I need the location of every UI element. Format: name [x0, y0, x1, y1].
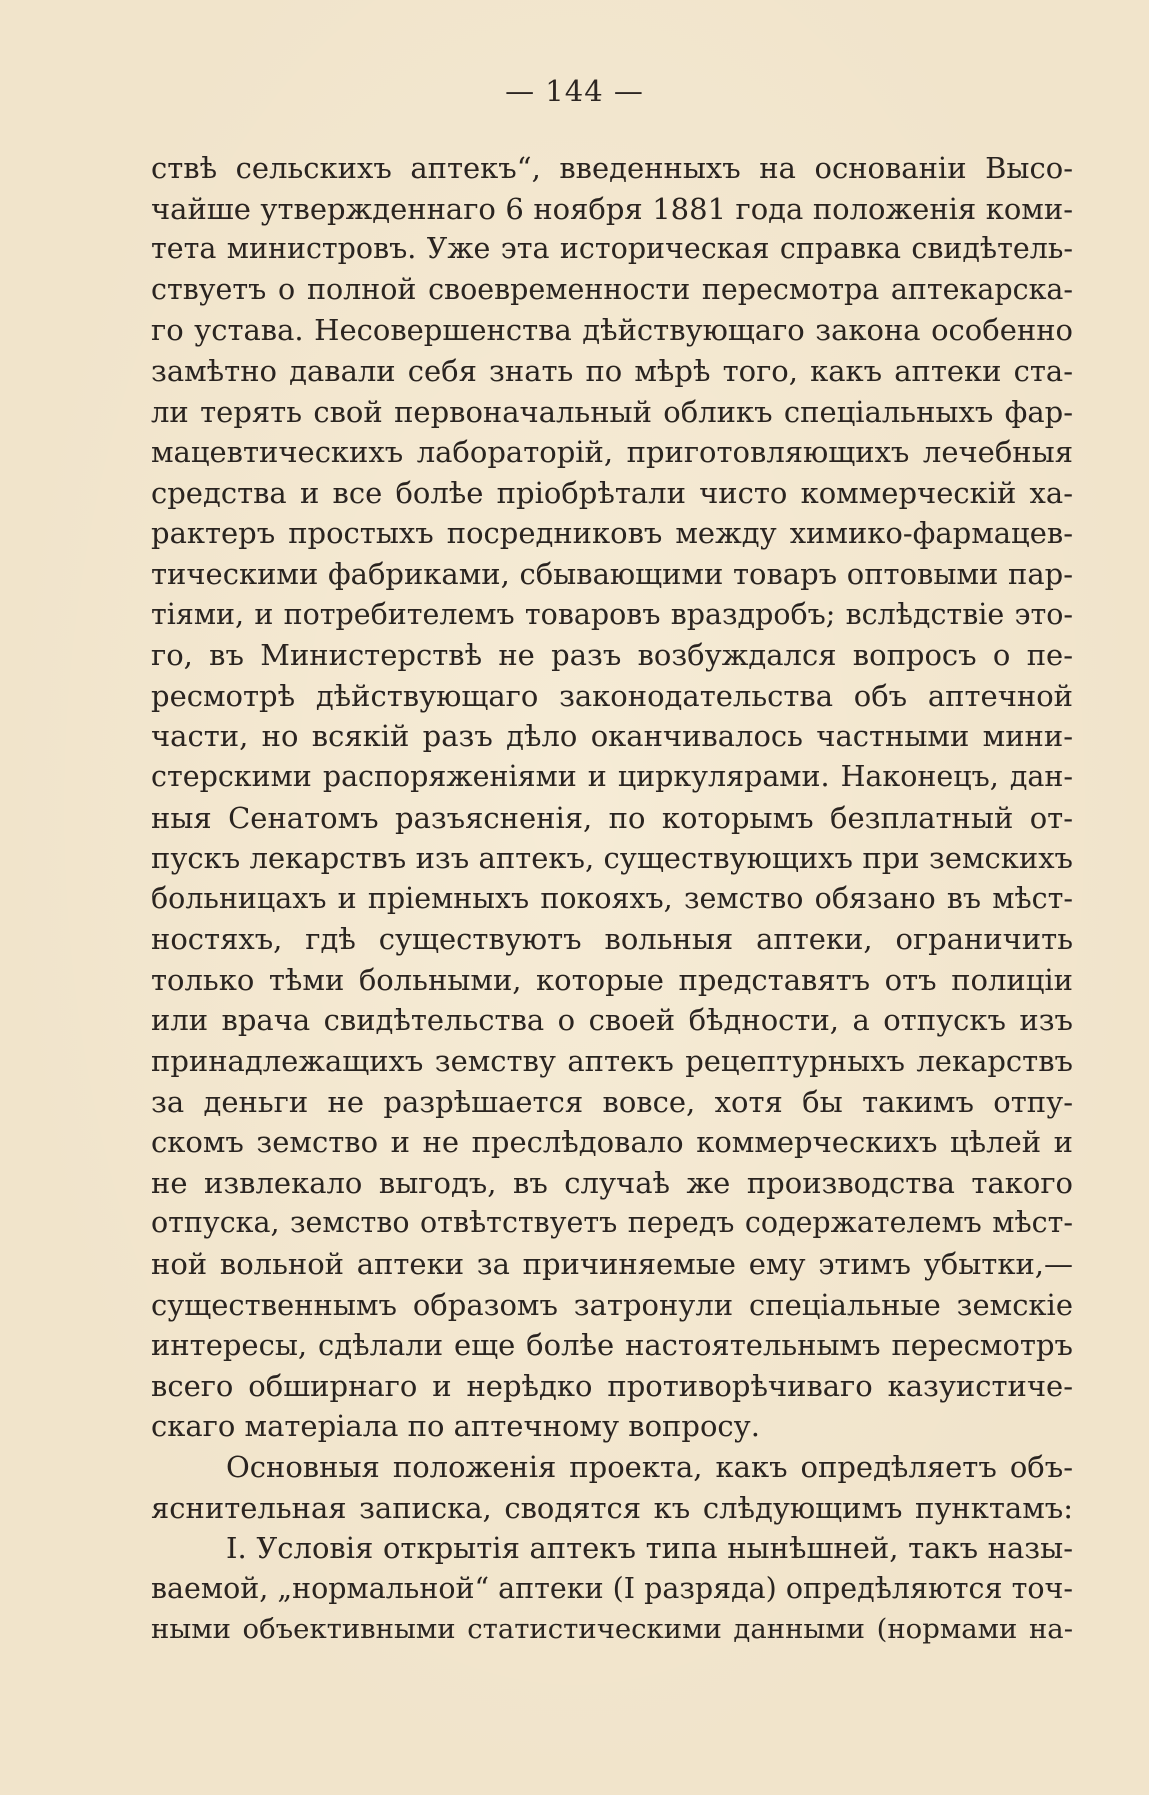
- text-line: за деньги не разрѣшается вовсе, хотя бы такимъ отпу-: [151, 1084, 1073, 1119]
- text-line: мацевтическихъ лабораторiй, приготовляющихъ лечебныя: [151, 435, 1073, 470]
- text-line: существеннымъ образомъ затронули спецiальные земскiе: [151, 1287, 1073, 1322]
- body-text: [151, 148, 1073, 1650]
- text-line: ствѣ сельскихъ аптекъ“, введенныхъ на основанiи Высо-: [151, 151, 1073, 185]
- text-line: или врача свидѣтельства о своей бѣдности, а отпускъ изъ: [151, 1003, 1073, 1038]
- text-line: средства и все болѣе прiобрѣтали чисто коммерческiй ха-: [151, 475, 1073, 510]
- text-line: ной вольной аптеки за причиняемые ему этимъ убытки,—: [151, 1247, 1073, 1282]
- text-line: чайше утвержденнаго 6 ноября 1881 года положенiя коми-: [151, 191, 1073, 226]
- text-line: ли терять свой первоначальный обликъ спецiальныхъ фар-: [151, 394, 1073, 429]
- text-line: Основныя положенiя проекта, какъ опредѣляетъ объ-: [226, 1450, 1073, 1484]
- text-line: только тѣми больными, которые представятъ отъ полицiи: [151, 962, 1073, 997]
- text-line: скомъ земство и не преслѣдовало коммерческихъ цѣлей и: [151, 1125, 1073, 1160]
- text-line: ныя Сенатомъ разъясненiя, по которымъ безплатный от-: [151, 800, 1073, 835]
- text-line: ресмотрѣ дѣйствующаго законодательства объ аптечной: [151, 678, 1073, 713]
- text-line: ствуетъ о полной своевременности пересмотра аптекарска-: [151, 272, 1073, 306]
- text-line: не извлекало выгодъ, въ случаѣ же производства такого: [151, 1165, 1073, 1200]
- text-line: ными объективными статистическими данными (нормами на-: [151, 1613, 1073, 1646]
- text-line: части, но всякiй разъ дѣло оканчивалось частными мини-: [151, 719, 1073, 754]
- text-line: тiями, и потребителемъ товаровъ враздробъ; вслѣдствiе это-: [151, 597, 1073, 631]
- text-line: ваемой, „нормальной“ аптеки (I разряда) опредѣляются точ-: [151, 1571, 1073, 1605]
- text-line: го, въ Министерствѣ не разъ возбуждался вопросъ о пе-: [151, 638, 1073, 673]
- text-line: рактеръ простыхъ посредниковъ между химико-фармацев-: [151, 516, 1073, 551]
- text-line: стерскими распоряженiями и циркулярами. Наконецъ, дан-: [151, 759, 1073, 793]
- text-line: тета министровъ. Уже эта историческая справка свидѣтель-: [151, 232, 1073, 266]
- text-line: отпуска, земство отвѣтствуетъ передъ содержателемъ мѣст-: [151, 1206, 1073, 1240]
- text-line: яснительная записка, сводятся къ слѣдующимъ пунктамъ:: [151, 1490, 1073, 1525]
- text-line: замѣтно давали себя знать по мѣрѣ того, какъ аптеки ста-: [151, 353, 1073, 388]
- text-line: больницахъ и прiемныхъ покояхъ, земство обязано въ мѣст-: [151, 881, 1073, 915]
- text-line: тическими фабриками, сбывающими товаръ оптовыми пар-: [151, 556, 1073, 591]
- text-line: скаго матерiала по аптечному вопросу.: [151, 1409, 760, 1444]
- page-number: — 144 —: [505, 74, 644, 108]
- text-line: I. Условiя открытiя аптекъ типа нынѣшней, такъ назы-: [226, 1531, 1073, 1566]
- text-line: го устава. Несовершенства дѣйствующаго закона особенно: [151, 313, 1073, 348]
- text-line: интересы, сдѣлали еще болѣе настоятельнымъ пересмотръ: [151, 1328, 1073, 1363]
- text-line: принадлежащихъ земству аптекъ рецептурныхъ лекарствъ: [151, 1044, 1073, 1079]
- text-line: ностяхъ, гдѣ существуютъ вольныя аптеки, ограничить: [151, 922, 1073, 957]
- text-line: всего обширнаго и нерѣдко противорѣчиваго казуистиче-: [151, 1368, 1073, 1403]
- text-line: пускъ лекарствъ изъ аптекъ, существующихъ при земскихъ: [151, 841, 1073, 876]
